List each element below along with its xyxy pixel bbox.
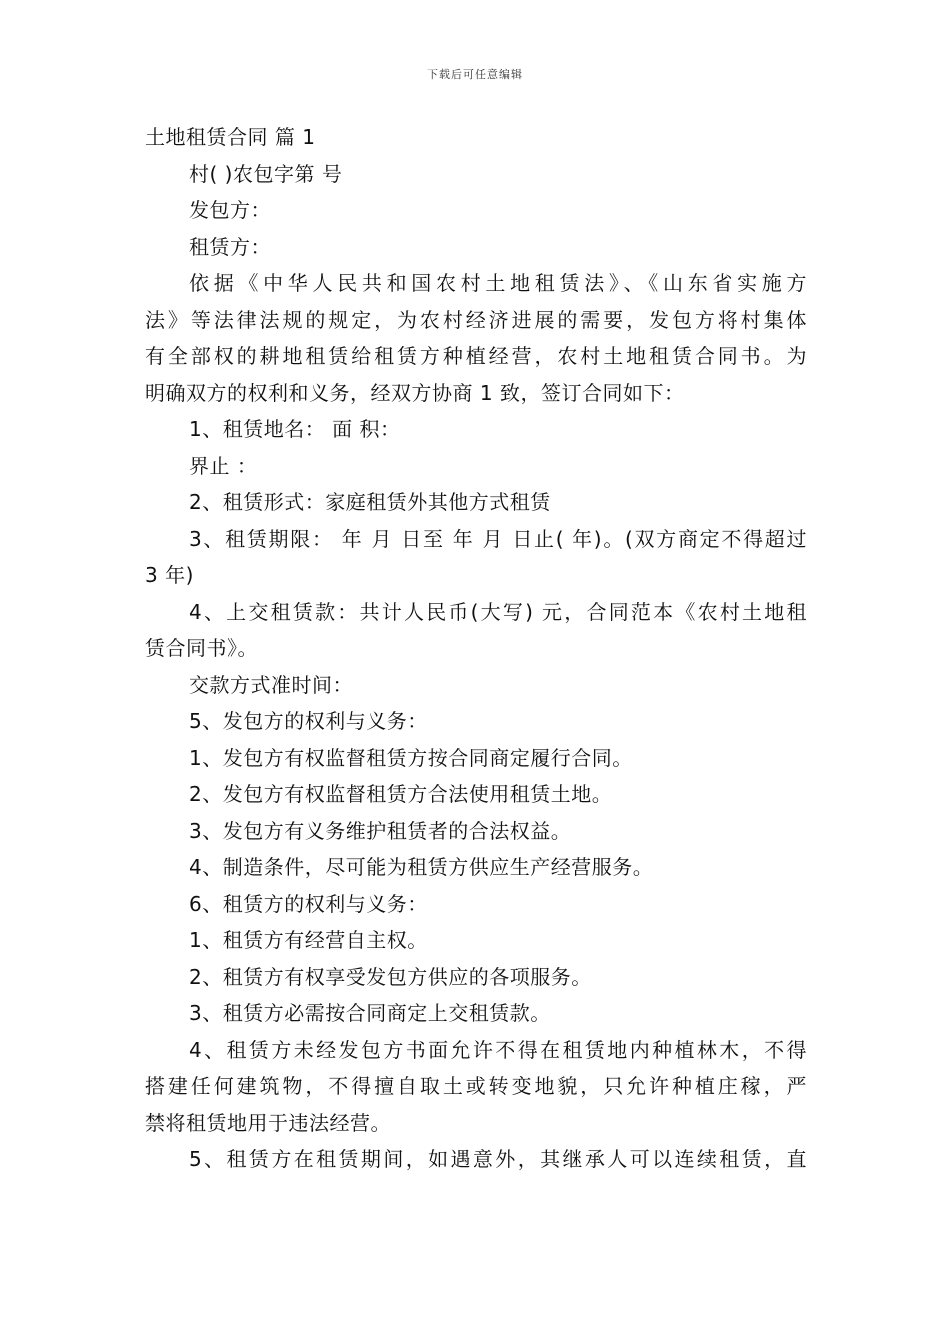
document-title: 土地租赁合同 篇 1: [145, 125, 316, 149]
boundary-line: 界止 ：: [189, 453, 258, 478]
clause-6-item: 2、租赁方有权享受发包方供应的各项服务。: [189, 964, 592, 989]
clause-4-line: 赁合同书》。: [145, 636, 258, 660]
intro-line: 明确双方的权利和义务，经双方协商 1 致，签订合同如下：: [145, 380, 685, 405]
clause-6-item-line: 禁将租赁地用于违法经营。: [145, 1110, 391, 1135]
intro-paragraph: [145, 265, 807, 411]
clause-6-item-line: 4、租赁方未经发包方书面允许不得在租赁地内种植林木，不得: [189, 1037, 807, 1062]
clause-6-item: [145, 1032, 807, 1142]
intro-line: 法》等法律法规的规定，为农村经济进展的需要，发包方将村集体: [145, 307, 807, 332]
clause-3-line: 3 年): [145, 563, 194, 587]
clause-6: 6、租赁方的权利与义务：: [189, 891, 428, 916]
contract-number: 村( )农包字第 号: [189, 161, 343, 186]
clause-4-line: 4、上交租赁款：共计人民币(大写) 元，合同范本《农村土地租: [189, 599, 807, 624]
header-note: 下载后可任意编辑: [427, 68, 523, 81]
clause-6-item-line: 搭建任何建筑物，不得擅自取土或转变地貌，只允许种植庄稼，严: [145, 1074, 807, 1098]
clause-5: 5、发包方的权利与义务：: [189, 709, 428, 733]
clause-6-item: 3、租赁方必需按合同商定上交租赁款。: [189, 1001, 551, 1025]
clause-4: [145, 594, 807, 667]
clause-5-item: 3、发包方有义务维护租赁者的合法权益。: [189, 818, 572, 843]
clause-6-item-line: 5、租赁方在租赁期间，如遇意外，其继承人可以连续租赁，直: [189, 1147, 807, 1171]
clause-6-item: 1、租赁方有经营自主权。: [189, 928, 428, 952]
clause-6-item: [145, 1141, 807, 1178]
clause-2: 2、租赁形式：家庭租赁外其他方式租赁: [189, 490, 551, 514]
intro-line: 有全部权的耕地租赁给租赁方种植经营，农村土地租赁合同书。为: [145, 344, 807, 368]
clause-5-item: 1、发包方有权监督租赁方按合同商定履行合同。: [189, 745, 633, 770]
party-b-label: 租赁方：: [189, 234, 271, 259]
clause-5-item: 4、制造条件，尽可能为租赁方供应生产经营服务。: [189, 855, 654, 879]
clause-3-line: 3、租赁期限： 年 月 日至 年 月 日止( 年)。(双方商定不得超过: [189, 526, 807, 551]
clause-5-item: 2、发包方有权监督租赁方合法使用租赁土地。: [189, 782, 613, 806]
clause-1: 1、租赁地名： 面 积：: [189, 417, 401, 441]
document-body: [145, 119, 807, 1178]
intro-line: 依据《中华人民共和国农村土地租赁法》、《山东省实施方: [189, 271, 807, 295]
clause-3: [145, 521, 807, 594]
payment-method: 交款方式准时间：: [189, 672, 353, 697]
party-a-label: 发包方：: [189, 198, 271, 222]
